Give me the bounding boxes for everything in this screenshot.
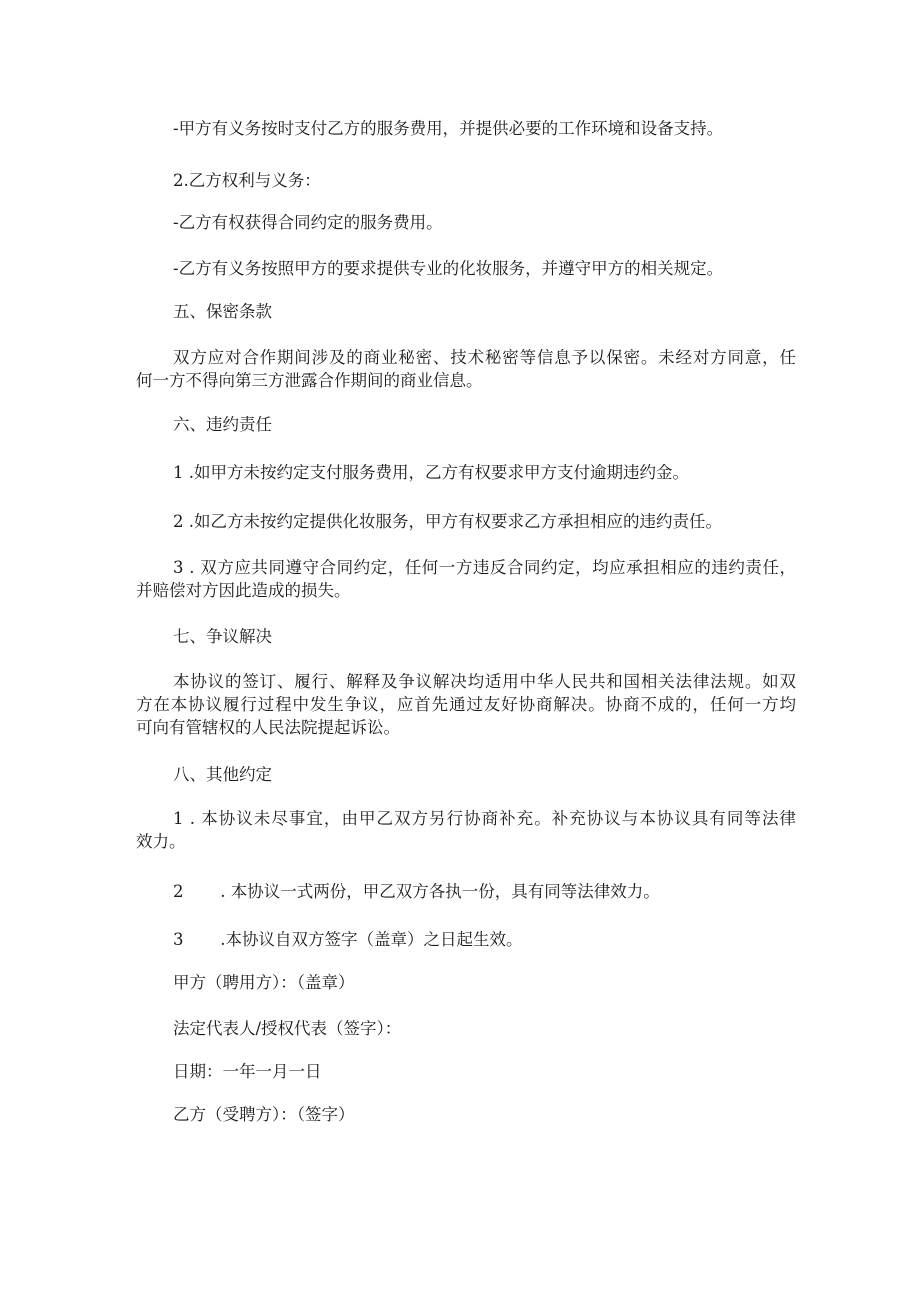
breach-item-1: 1 .如甲方未按约定支付服务费用，乙方有权要求甲方支付逾期违约金。 bbox=[173, 463, 689, 482]
paragraph-line: 3 . 双方应共同遵守合同约定，任何一方违反合同约定，均应承担相应的违约责任， bbox=[173, 558, 796, 577]
clause-party-b-right: -乙方有权获得合同约定的服务费用。 bbox=[173, 213, 443, 232]
paragraph-line: 双方应对合作期间涉及的商业秘密、技术秘密等信息予以保密。未经对方同意，任 bbox=[173, 348, 796, 367]
signature-party-a: 甲方（聘用方）：（盖章） bbox=[173, 973, 355, 992]
paragraph-line: 方在本协议履行过程中发生争议，应首先通过友好协商解决。协商不成的，任何一方均 bbox=[136, 695, 796, 714]
section-other-heading: 八、其他约定 bbox=[173, 765, 272, 784]
other-item-3: 3 .本协议自双方签字（盖章）之日起生效。 bbox=[173, 930, 523, 949]
paragraph-line: 何一方不得向第三方泄露合作期间的商业信息。 bbox=[136, 371, 483, 390]
section-breach-heading: 六、违约责任 bbox=[173, 415, 272, 434]
breach-item-3 bbox=[136, 556, 796, 602]
breach-item-2: 2 .如乙方未按约定提供化妆服务，甲方有权要求乙方承担相应的违约责任。 bbox=[173, 512, 722, 531]
paragraph-line: 可向有管辖权的人民法院提起诉讼。 bbox=[136, 718, 400, 737]
clause-party-b-obligation: -乙方有义务按照甲方的要求提供专业的化妆服务，并遵守甲方的相关规定。 bbox=[173, 259, 724, 278]
other-item-1 bbox=[136, 807, 796, 853]
section-dispute-body bbox=[136, 670, 796, 739]
paragraph-line: 本协议的签订、履行、解释及争议解决均适用中华人民共和国相关法律法规。如双 bbox=[173, 672, 796, 691]
other-item-2: 2 . 本协议一式两份，甲乙双方各执一份，具有同等法律效力。 bbox=[173, 882, 660, 901]
signature-representative: 法定代表人/授权代表（签字）： bbox=[173, 1019, 402, 1038]
clause-party-b-heading: 2.乙方权利与义务： bbox=[173, 171, 321, 190]
section-confidentiality-body bbox=[136, 346, 796, 392]
section-confidentiality-heading: 五、保密条款 bbox=[173, 302, 272, 321]
signature-date: 日期：一年一月一日 bbox=[173, 1062, 322, 1081]
paragraph-line: 1 . 本协议未尽事宜，由甲乙双方另行协商补充。补充协议与本协议具有同等法律 bbox=[173, 809, 796, 828]
paragraph-line: 并赔偿对方因此造成的损失。 bbox=[136, 581, 351, 600]
signature-party-b: 乙方（受聘方）：（签字） bbox=[173, 1105, 355, 1124]
section-dispute-heading: 七、争议解决 bbox=[173, 627, 272, 646]
paragraph-line: 效力。 bbox=[136, 832, 186, 851]
clause-party-a-obligation: -甲方有义务按时支付乙方的服务费用，并提供必要的工作环境和设备支持。 bbox=[173, 119, 724, 138]
